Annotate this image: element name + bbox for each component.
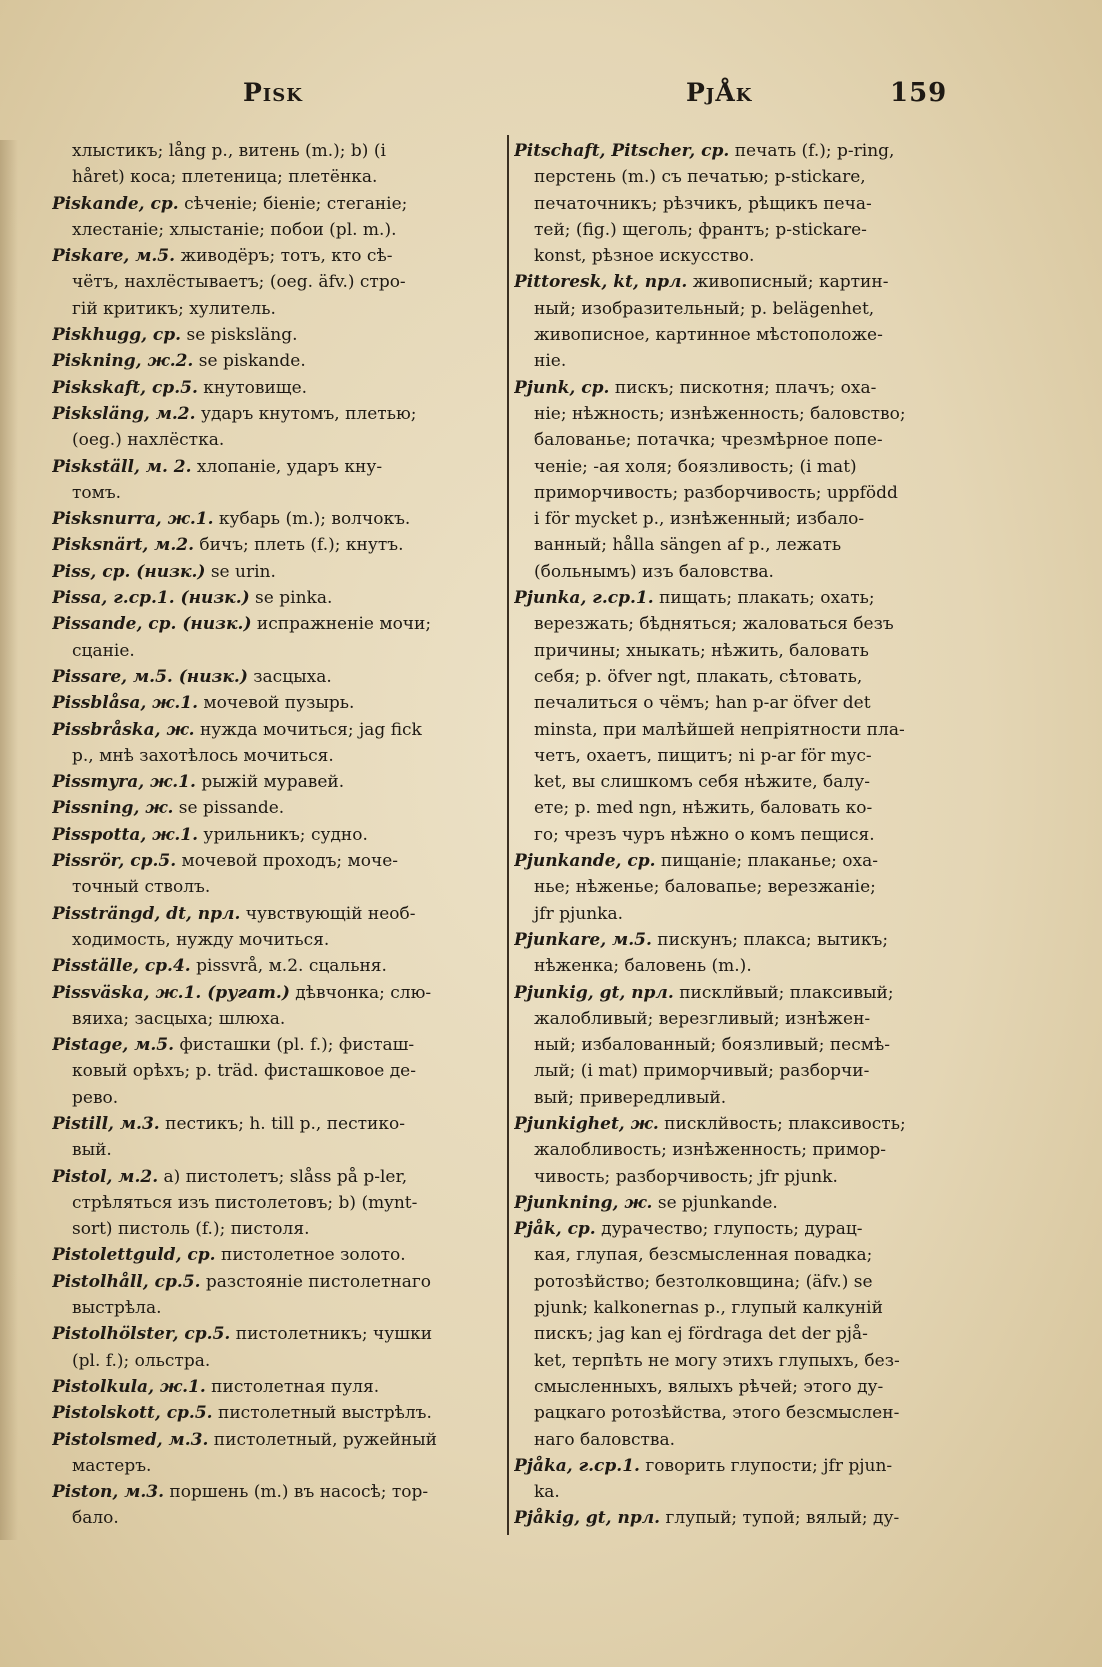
definition-text: кнутовище. <box>197 377 308 398</box>
dictionary-entry-line <box>514 927 960 953</box>
definition-text: пискъ; jag kan ej fördraga det der pjå- <box>534 1324 868 1345</box>
definition-text: ket, вы слишкомъ себя нѣжите, балу- <box>534 772 870 793</box>
dictionary-text-line <box>514 611 960 637</box>
definition-text: печать (f.); p-ring, <box>729 141 895 161</box>
definition-text: живописный; картин- <box>687 272 889 293</box>
dictionary-entry-line <box>514 1190 960 1216</box>
headword: Pjunkig, gt, прл. <box>514 982 674 1003</box>
dictionary-text-line <box>514 296 960 322</box>
dictionary-entry-line <box>52 322 498 348</box>
dictionary-text-line <box>514 638 960 664</box>
definition-text: пистолетное золото. <box>215 1245 406 1266</box>
dictionary-text-line <box>514 769 960 795</box>
definition-text: minsta, при малѣйшей непріятности пла- <box>534 719 905 740</box>
dictionary-text-line <box>52 1295 498 1321</box>
headword: Pitschaft, Pitscher, ср. <box>514 141 730 161</box>
dictionary-entry-line <box>52 559 498 585</box>
headword: Pisksläng, м.2. <box>52 403 196 424</box>
dictionary-text-line <box>52 138 498 164</box>
definition-text: ніе. <box>534 351 567 372</box>
dictionary-entry-line <box>52 506 498 532</box>
definition-text: ченіе; -ая холя; боязливость; (i mat) <box>534 456 857 477</box>
dictionary-entry-line <box>52 1427 498 1453</box>
headword: Piskställ, м. 2. <box>52 456 192 477</box>
definition-text: хлыстикъ; lång p., витень (m.); b) (i <box>72 141 386 161</box>
dictionary-text-line <box>514 795 960 821</box>
definition-text: пищать; плакать; охать; <box>653 588 875 609</box>
definition-text: пистолетный выстрѣлъ. <box>212 1403 432 1424</box>
dictionary-entry-line <box>52 611 498 637</box>
definition-text: урильникъ; судно. <box>198 824 368 845</box>
dictionary-text-line <box>514 506 960 532</box>
dictionary-text-line <box>52 1058 498 1084</box>
dictionary-text-line <box>514 1321 960 1347</box>
definition-text: стрѣляться изъ пистолетовъ; b) (mynt- <box>72 1192 418 1213</box>
headword: Piskning, ж.2. <box>52 351 194 372</box>
definition-text: смысленныхъ, вялыхъ рѣчей; этого ду- <box>534 1376 884 1397</box>
definition-text: наго баловства. <box>534 1429 676 1450</box>
dictionary-entry-line <box>52 348 498 374</box>
definition-text: дѣвчонка; слю- <box>289 982 432 1003</box>
dictionary-text-line <box>52 874 498 900</box>
dictionary-text-line <box>514 901 960 927</box>
column-divider <box>507 135 509 1535</box>
definition-text: ket, терпѣть не могу этихъ глупыхъ, без- <box>534 1350 900 1371</box>
dictionary-text-line <box>52 1505 498 1531</box>
headword: Pissbråska, ж. <box>52 719 195 740</box>
dictionary-text-line <box>514 1164 960 1190</box>
definition-text: вяиха; засцыха; шлюха. <box>72 1008 286 1029</box>
dictionary-text-line <box>514 1348 960 1374</box>
dictionary-entry-line <box>52 1321 498 1347</box>
dictionary-text-line <box>514 1479 960 1505</box>
definition-text: поршень (m.) въ насосѣ; тор- <box>164 1482 429 1503</box>
definition-text: ротозѣйство; безтолковщина; (äfv.) se <box>534 1271 873 1292</box>
dictionary-text-line <box>52 296 498 322</box>
dictionary-text-line <box>514 532 960 558</box>
dictionary-text-line <box>514 1269 960 1295</box>
definition-text: причины; хныкать; нѣжить, баловать <box>534 640 869 661</box>
headword: Piskande, ср. <box>52 193 179 214</box>
headword: Pjunk, ср. <box>514 377 610 398</box>
dictionary-entry-line <box>514 980 960 1006</box>
dictionary-text-line <box>514 953 960 979</box>
dictionary-entry-line <box>52 822 498 848</box>
dictionary-entry-line <box>514 138 960 164</box>
dictionary-text-line <box>514 322 960 348</box>
headword: Pistolhölster, ср.5. <box>52 1324 231 1345</box>
dictionary-entry-line <box>52 243 498 269</box>
definition-text: писклйвость; плаксивость; <box>658 1113 906 1134</box>
dictionary-entry-line <box>52 375 498 401</box>
definition-text: рацкаго ротозѣйства, этого безсмыслен- <box>534 1403 900 1424</box>
page-header <box>55 78 1012 118</box>
definition-text: пискунъ; плакса; вытикъ; <box>651 929 889 950</box>
dictionary-text-line <box>514 874 960 900</box>
definition-text: se pinka. <box>249 588 333 609</box>
definition-text: живодёръ; тотъ, кто сѣ- <box>175 246 393 267</box>
definition-text: вый; привередливый. <box>534 1087 727 1108</box>
dictionary-text-line <box>514 1032 960 1058</box>
definition-text: se pjunkande. <box>652 1192 778 1213</box>
dictionary-entry-line <box>514 1216 960 1242</box>
headword: Piskare, м.5. <box>52 246 176 267</box>
headword: Pissblåsa, ж.1. <box>52 693 199 714</box>
dictionary-text-line <box>514 822 960 848</box>
definition-text: ный; избалованный; боязливый; песмѣ- <box>534 1035 890 1056</box>
dictionary-text-line <box>514 743 960 769</box>
dictionary-entry-line <box>514 1505 960 1531</box>
definition-text: печаточникъ; рѣзчикъ, рѣщикъ печа- <box>534 193 872 214</box>
definition-text: se pisksläng. <box>181 325 298 346</box>
dictionary-text-line <box>514 1374 960 1400</box>
definition-text: а) пистолетъ; slåss på p-ler, <box>158 1166 408 1187</box>
dictionary-entry-line <box>52 1374 498 1400</box>
definition-text: перстень (m.) съ печатью; p-stickare, <box>534 167 866 188</box>
definition-text: кубарь (m.); волчокъ. <box>213 509 411 530</box>
definition-text: говорить глупости; jfr pjun- <box>639 1455 893 1476</box>
dictionary-text-line <box>514 480 960 506</box>
dictionary-entry-line <box>52 717 498 743</box>
definition-text: ванный; hålla sängen af p., лежать <box>534 535 842 556</box>
definition-text: sort) пистоль (f.); пистоля. <box>72 1219 310 1240</box>
definition-text: мочевой проходъ; моче- <box>176 851 399 872</box>
headword: Pisksnurra, ж.1. <box>52 509 214 530</box>
definition-text: ударъ кнутомъ, плетью; <box>195 403 417 424</box>
headword: Pistolskott, ср.5. <box>52 1403 213 1424</box>
dictionary-text-line <box>514 664 960 690</box>
definition-text: i för mycket p., изнѣженный; избало- <box>534 509 865 530</box>
definition-text: pissvrå, м.2. сцальня. <box>190 956 387 977</box>
definition-text: чивость; разборчивость; jfr pjunk. <box>534 1166 838 1187</box>
definition-text: нье; нѣженье; баловапье; верезжаніе; <box>534 877 876 898</box>
definition-text: бичъ; плеть (f.); кнутъ. <box>194 535 404 556</box>
dictionary-text-line <box>514 1427 960 1453</box>
definition-text: себя; p. öfver ngt, плакать, сѣтовать, <box>534 666 863 687</box>
definition-text: тей; (fig.) щеголь; франтъ; p-stickare- <box>534 219 867 240</box>
definition-text: дурачество; глупость; дурац- <box>595 1219 863 1240</box>
dictionary-text-line <box>514 454 960 480</box>
dictionary-entry-line <box>52 1032 498 1058</box>
dictionary-text-line <box>514 243 960 269</box>
dictionary-text-line <box>52 217 498 243</box>
definition-text: писклйвый; плаксивый; <box>673 982 894 1003</box>
definition-text: пистолетный, ружейный <box>208 1429 437 1450</box>
dictionary-text-line <box>52 1216 498 1242</box>
definition-text: го; чрезъ чуръ нѣжно о комъ пещися. <box>534 824 875 845</box>
definition-text: ka. <box>534 1482 560 1503</box>
dictionary-text-line <box>514 1242 960 1268</box>
dictionary-text-line <box>514 1006 960 1032</box>
definition-text: разстояніе пистолетнаго <box>200 1271 432 1292</box>
dictionary-entry-line <box>52 401 498 427</box>
headword: Pjåka, г.ср.1. <box>514 1455 640 1476</box>
definition-text: p., мнѣ захотѣлось мочиться. <box>72 745 334 766</box>
headword: Pistolsmed, м.3. <box>52 1429 209 1450</box>
definition-text: ходимость, нужду мочиться. <box>72 929 330 950</box>
definition-text: se piskande. <box>193 351 306 372</box>
dictionary-entry-line <box>52 769 498 795</box>
dictionary-text-line <box>52 427 498 453</box>
definition-text: сѣченіе; біеніе; стеганіе; <box>178 193 408 214</box>
definition-text: хлопаніе, ударъ кну- <box>191 456 383 477</box>
definition-text: точный стволъ. <box>72 877 211 898</box>
headword: Pissmyra, ж.1. <box>52 772 196 793</box>
dictionary-text-line <box>514 1058 960 1084</box>
definition-text: фисташки (pl. f.); фисташ- <box>174 1035 415 1056</box>
page-number: 159 <box>890 78 948 108</box>
headword: Pjunka, г.ср.1. <box>514 588 654 609</box>
left-column <box>52 138 498 1532</box>
definition-text: живописное, картинное мѣстоположе- <box>534 325 883 346</box>
dictionary-entry-line <box>514 269 960 295</box>
definition-text: konst, рѣзное искусство. <box>534 246 755 267</box>
definition-text: пищаніе; плаканье; оха- <box>655 851 878 872</box>
headword: Pjunkighet, ж. <box>514 1113 659 1134</box>
headword: Pjåkig, gt, прл. <box>514 1508 661 1529</box>
headword: Pistolkula, ж.1. <box>52 1376 206 1397</box>
headword: Pistage, м.5. <box>52 1035 175 1056</box>
dictionary-entry-line <box>52 1479 498 1505</box>
dictionary-entry-line <box>514 848 960 874</box>
dictionary-text-line <box>514 1085 960 1111</box>
headword: Pistill, м.3. <box>52 1113 160 1134</box>
dictionary-text-line <box>52 1453 498 1479</box>
dictionary-entry-line <box>52 454 498 480</box>
definition-text: чувствующій необ- <box>240 903 416 924</box>
definition-text: приморчивость; разборчивость; uppfödd <box>534 482 898 503</box>
dictionary-text-line <box>514 348 960 374</box>
definition-text: гій критикъ; хулитель. <box>72 298 276 319</box>
definition-text: верезжать; бѣдняться; жаловаться безъ <box>534 614 894 635</box>
headword: Pissning, ж. <box>52 798 174 819</box>
definition-text: глупый; тупой; вялый; ду- <box>660 1508 900 1529</box>
definition-text: лый; (i mat) приморчивый; разборчи- <box>534 1061 870 1082</box>
definition-text: ный; изобразительный; p. belägenhet, <box>534 298 875 319</box>
dictionary-text-line <box>52 1085 498 1111</box>
dictionary-text-line <box>514 717 960 743</box>
headword: Pjåk, ср. <box>514 1219 596 1240</box>
definition-text: бало. <box>72 1508 119 1529</box>
definition-text: мочевой пузырь. <box>198 693 355 714</box>
dictionary-text-line <box>52 1348 498 1374</box>
dictionary-entry-line <box>514 585 960 611</box>
definition-text: пестикъ; h. till p., пестико- <box>159 1113 405 1134</box>
dictionary-text-line <box>514 217 960 243</box>
definition-text: нѣженка; баловень (m.). <box>534 956 752 977</box>
headword: Pistolhåll, ср.5. <box>52 1271 201 1292</box>
definition-text: (больнымъ) изъ баловства. <box>534 561 774 582</box>
definition-text: испражненіе мочи; <box>251 614 432 635</box>
headword: Pjunkning, ж. <box>514 1192 653 1213</box>
headword: Piskskaft, ср.5. <box>52 377 198 398</box>
definition-text: хлестаніе; хлыстаніе; побои (pl. m.). <box>72 219 397 240</box>
definition-text: мастеръ. <box>72 1455 152 1476</box>
definition-text: пистолетникъ; чушки <box>230 1324 433 1345</box>
dictionary-entry-line <box>52 1164 498 1190</box>
definition-text: рыжій муравей. <box>195 772 345 793</box>
headword: Pissande, ср. (низк.) <box>52 614 252 635</box>
headword: Pisställe, ср.4. <box>52 956 191 977</box>
headword: Piskhugg, ср. <box>52 325 182 346</box>
definition-text: jfr pjunka. <box>534 903 623 924</box>
left-guide-word: Pisk <box>243 78 303 107</box>
dictionary-entry-line <box>52 690 498 716</box>
headword: Pisspotta, ж.1. <box>52 824 199 845</box>
dictionary-entry-line <box>52 1269 498 1295</box>
definition-text: рево. <box>72 1087 119 1108</box>
headword: Pistol, м.2. <box>52 1166 159 1187</box>
headword: Pisksnärt, м.2. <box>52 535 195 556</box>
right-column <box>514 138 960 1532</box>
dictionary-entry-line <box>514 1111 960 1137</box>
dictionary-text-line <box>52 1137 498 1163</box>
definition-text: томъ. <box>72 482 122 503</box>
dictionary-text-line <box>514 164 960 190</box>
dictionary-text-line <box>52 927 498 953</box>
dictionary-text-line <box>52 269 498 295</box>
definition-text: кая, глупая, безсмысленная повадка; <box>534 1245 873 1266</box>
definition-text: пискъ; пискотня; плачъ; оха- <box>609 377 877 398</box>
headword: Pittoresk, kt, прл. <box>514 272 688 293</box>
definition-text: вый. <box>72 1140 112 1161</box>
definition-text: четъ, охаетъ, пищитъ; ni p-ar för myc- <box>534 745 872 766</box>
definition-text: засцыха. <box>247 666 332 687</box>
dictionary-entry-line <box>52 953 498 979</box>
dictionary-entry-line <box>52 795 498 821</box>
definition-text: нужда мочиться; jag fick <box>194 719 422 740</box>
definition-text: ете; p. med ngn, нѣжить, баловать ко- <box>534 798 873 819</box>
dictionary-entry-line <box>52 901 498 927</box>
definition-text: выстрѣла. <box>72 1298 162 1319</box>
dictionary-text-line <box>52 1006 498 1032</box>
definition-text: ніе; нѣжность; изнѣженность; баловство; <box>534 403 906 424</box>
dictionary-text-line <box>514 401 960 427</box>
headword: Pjunkare, м.5. <box>514 929 652 950</box>
dictionary-text-line <box>52 638 498 664</box>
definition-text: ковый орѣхъ; p. träd. фисташковое де- <box>72 1061 416 1082</box>
definition-text: se urin. <box>205 561 276 582</box>
dictionary-text-line <box>514 1400 960 1426</box>
dictionary-text-line <box>514 690 960 716</box>
headword: Pissare, м.5. (низк.) <box>52 666 248 687</box>
dictionary-entry-line <box>52 664 498 690</box>
dictionary-entry-line <box>52 585 498 611</box>
definition-text: (pl. f.); ольстра. <box>72 1350 211 1371</box>
dictionary-text-line <box>514 191 960 217</box>
dictionary-entry-line <box>514 1453 960 1479</box>
right-guide-word: PjÅk <box>686 78 753 107</box>
dictionary-entry-line <box>52 532 498 558</box>
dictionary-entry-line <box>52 980 498 1006</box>
definition-text: håret) коса; плетеница; плетёнка. <box>72 167 378 188</box>
dictionary-entry-line <box>52 848 498 874</box>
definition-text: жалобливый; верезгливый; изнѣжен- <box>534 1008 871 1029</box>
headword: Pissa, г.ср.1. (низк.) <box>52 588 250 609</box>
dictionary-entry-line <box>52 1400 498 1426</box>
definition-text: печалиться о чёмъ; han p-ar öfver det <box>534 693 871 714</box>
dictionary-text-line <box>52 1190 498 1216</box>
dictionary-text-line <box>52 164 498 190</box>
dictionary-text-line <box>514 1137 960 1163</box>
dictionary-entry-line <box>514 375 960 401</box>
headword: Pissträngd, dt, прл. <box>52 903 241 924</box>
dictionary-entry-line <box>52 1111 498 1137</box>
headword: Pjunkande, ср. <box>514 851 656 872</box>
dictionary-text-line <box>52 743 498 769</box>
definition-text: жалобливость; изнѣженность; примор- <box>534 1140 887 1161</box>
binding-edge <box>0 140 18 1540</box>
definition-text: сцаніе. <box>72 640 135 661</box>
dictionary-text-line <box>514 1295 960 1321</box>
headword: Piss, ср. (низк.) <box>52 561 206 582</box>
dictionary-text-line <box>514 559 960 585</box>
definition-text: (oeg.) нахлёстка. <box>72 430 225 451</box>
dictionary-text-line <box>52 480 498 506</box>
definition-text: чётъ, нахлёстываетъ; (oeg. äfv.) стро- <box>72 272 406 293</box>
headword: Pissväska, ж.1. (ругат.) <box>52 982 290 1003</box>
dictionary-entry-line <box>52 1242 498 1268</box>
definition-text: pjunk; kalkonernas p., глупый калкуній <box>534 1298 883 1319</box>
headword: Pissrör, ср.5. <box>52 851 177 872</box>
dictionary-entry-line <box>52 191 498 217</box>
dictionary-text-line <box>514 427 960 453</box>
definition-text: se pissande. <box>173 798 285 819</box>
headword: Pistolettguld, ср. <box>52 1245 216 1266</box>
headword: Piston, м.3. <box>52 1482 165 1503</box>
definition-text: пистолетная пуля. <box>205 1376 380 1397</box>
definition-text: балованье; потачка; чрезмѣрное попе- <box>534 430 883 451</box>
